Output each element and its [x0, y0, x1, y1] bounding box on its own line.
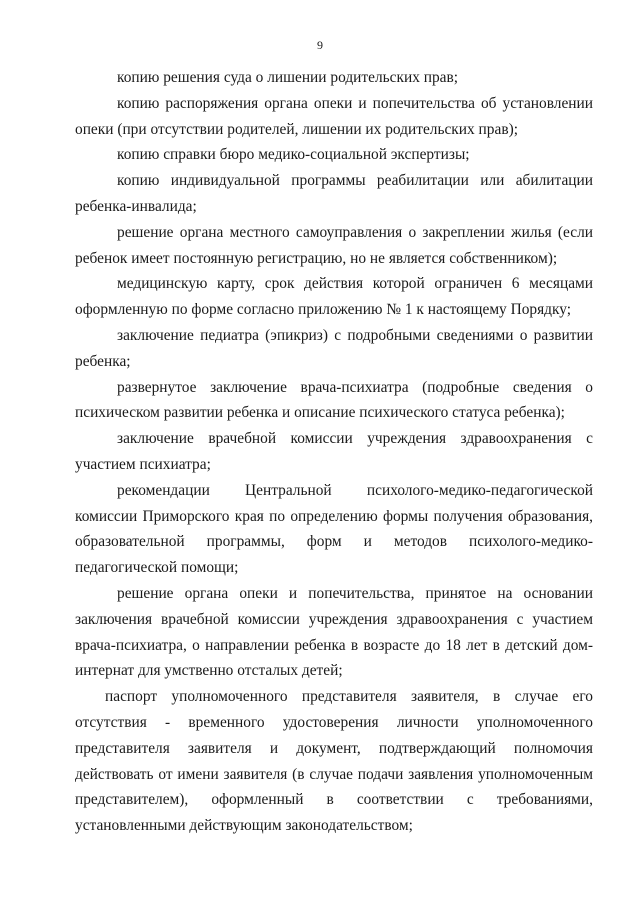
list-item: развернутое заключение врача-психиатра (подробные сведения о психическом развитии ребенка и описание психического статуса ребенка);	[75, 378, 593, 422]
list-item: паспорт уполномоченного представителя заявителя, в случае его отсутствия - временного удостоверения личности уполномоченного представителя заявителя и документ, подтверждающий полномочия действовать от имени заявителя (в случае подачи заявления уполномоченным представителем), оформленный в соответствии с требованиями, установленными действующим законодательством;	[75, 688, 593, 835]
document-body	[75, 65, 593, 839]
list-item: копию распоряжения органа опеки и попечительства об установлении опеки (при отсутствии родителей, лишении их родительских прав);	[75, 94, 593, 138]
list-item: медицинскую карту, срок действия которой ограничен 6 месяцами оформленную по форме согласно приложению № 1 к настоящему Порядку;	[75, 275, 593, 319]
list-item: копию справки бюро медико-социальной экспертизы;	[117, 146, 470, 164]
list-item: решение органа местного самоуправления о закреплении жилья (если ребенок имеет постоянную регистрацию, но не является собственником);	[75, 223, 593, 267]
list-item: копию решения суда о лишении родительских прав;	[117, 69, 459, 86]
list-item: решение органа опеки и попечительства, принятое на основании заключения врачебной комиссии учреждения здравоохранения с участием врача-психиатра, о направлении ребенка в возрасте до 18 лет в детский дом-интернат для умственно отсталых детей;	[75, 584, 593, 680]
list-item: копию индивидуальной программы реабилитации или абилитации ребенка-инвалида;	[75, 172, 593, 215]
list-item: заключение педиатра (эпикриз) с подробными сведениями о развитии ребенка;	[75, 326, 593, 370]
list-item: заключение врачебной комиссии учреждения здравоохранения с участием психиатра;	[75, 430, 593, 473]
list-item: рекомендации Центральной психолого-медико-педагогической комиссии Приморского края по определению формы получения образования, образовательной программы, форм и методов психолого-медико-педагогической помощи;	[75, 481, 593, 577]
page-number: 9	[317, 38, 323, 52]
